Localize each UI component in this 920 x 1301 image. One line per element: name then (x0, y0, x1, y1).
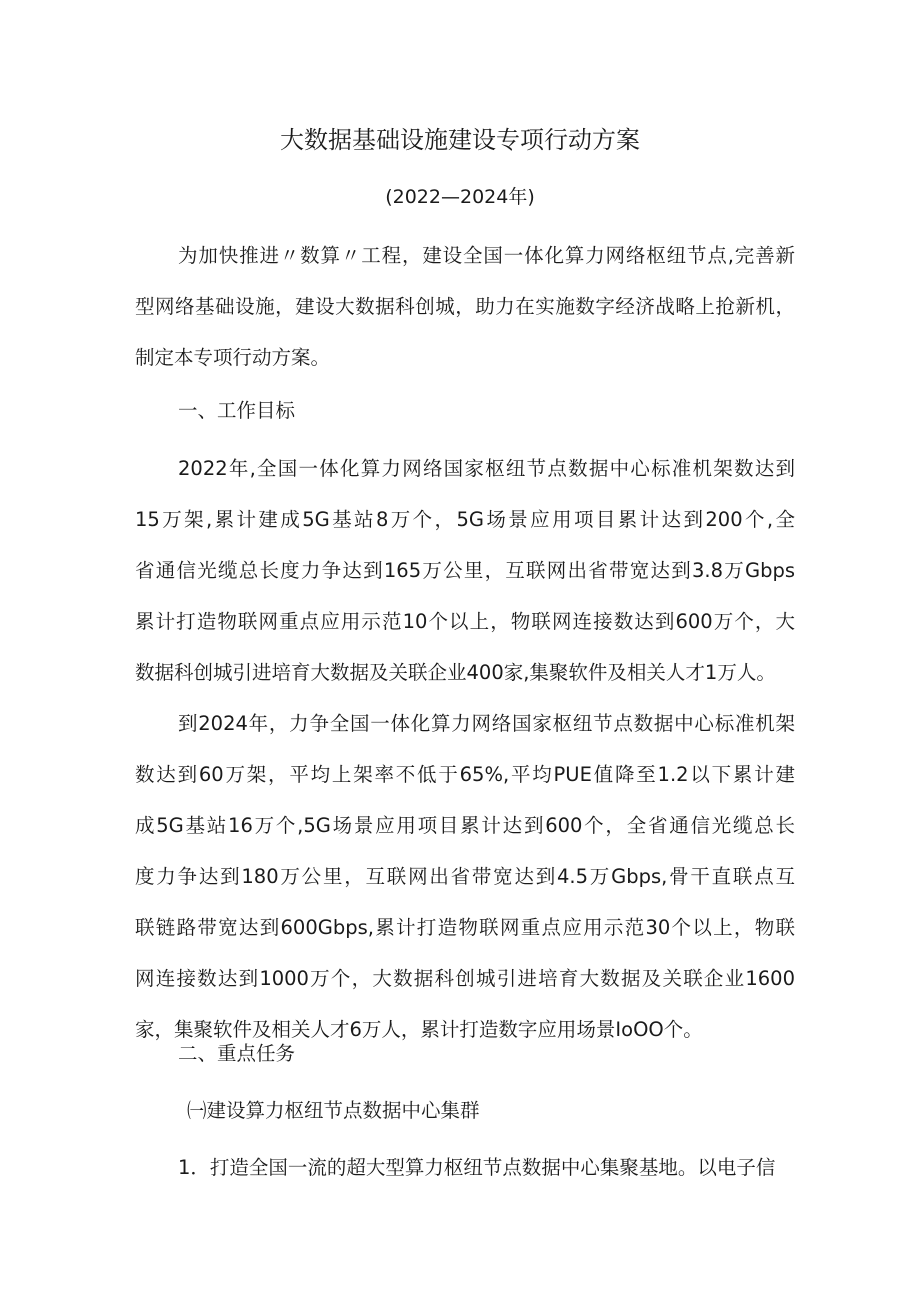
intro-paragraph (135, 230, 795, 383)
paragraph-line: 成5G基站16万个,5G场景应用项目累计达到600个，全省通信光缆总长 (135, 814, 795, 837)
subsection-heading: ㈠建设算力枢纽节点数据中心集群 (187, 1099, 480, 1122)
paragraph-line: 联链路带宽达到600Gbps,累计打造物联网重点应用示范30个以上，物联 (135, 916, 795, 939)
paragraph-line: 数据科创城引进培育大数据及关联企业400家,集聚软件及相关人才1万人。 (135, 661, 776, 684)
paragraph-line: 网连接数达到1000万个，大数据科创城引进培育大数据及关联企业1600 (135, 967, 795, 990)
paragraph-line: 度力争达到180万公里，互联网出省带宽达到4.5万Gbps,骨干直联点互 (135, 865, 795, 888)
goals-2024-paragraph (135, 698, 795, 1055)
paragraph-line: 1．打造全国一流的超大型算力枢纽节点数据中心集聚基地。以电子信 (178, 1156, 776, 1179)
paragraph-line: 家，集聚软件及相关人才6万人，累计打造数字应用场景IoOO个。 (135, 1018, 703, 1041)
paragraph-line: 数达到60万架，平均上架率不低于65%,平均PUE值降至1.2以下累计建 (135, 763, 795, 786)
document-subtitle: (2022—2024年) (385, 186, 535, 208)
item-1-paragraph (135, 1142, 795, 1193)
paragraph-line: 累计打造物联网重点应用示范10个以上，物联网连接数达到600万个，大 (135, 610, 795, 633)
paragraph-line: 2022年,全国一体化算力网络国家枢纽节点数据中心标准机架数达到 (178, 457, 795, 480)
paragraph-line: 省通信光缆总长度力争达到165万公里，互联网出省带宽达到3.8万Gbps (135, 559, 795, 582)
section-heading-goals: 一、工作目标 (178, 399, 296, 422)
paragraph-line: 为加快推进〃数算〃工程，建设全国一体化算力网络枢纽节点,完善新 (178, 244, 795, 267)
paragraph-line: 15万架,累计建成5G基站8万个，5G场景应用项目累计达到200个,全 (135, 508, 795, 531)
paragraph-line: 到2024年，力争全国一体化算力网络国家枢纽节点数据中心标准机架 (178, 712, 795, 735)
goals-2022-paragraph (135, 443, 795, 698)
paragraph-line: 型网络基础设施，建设大数据科创城，助力在实施数字经济战略上抢新机， (135, 295, 795, 318)
document-title: 大数据基础设施建设专项行动方案 (280, 126, 640, 154)
paragraph-line: 制定本专项行动方案。 (135, 346, 331, 369)
section-heading-tasks: 二、重点任务 (178, 1042, 296, 1065)
